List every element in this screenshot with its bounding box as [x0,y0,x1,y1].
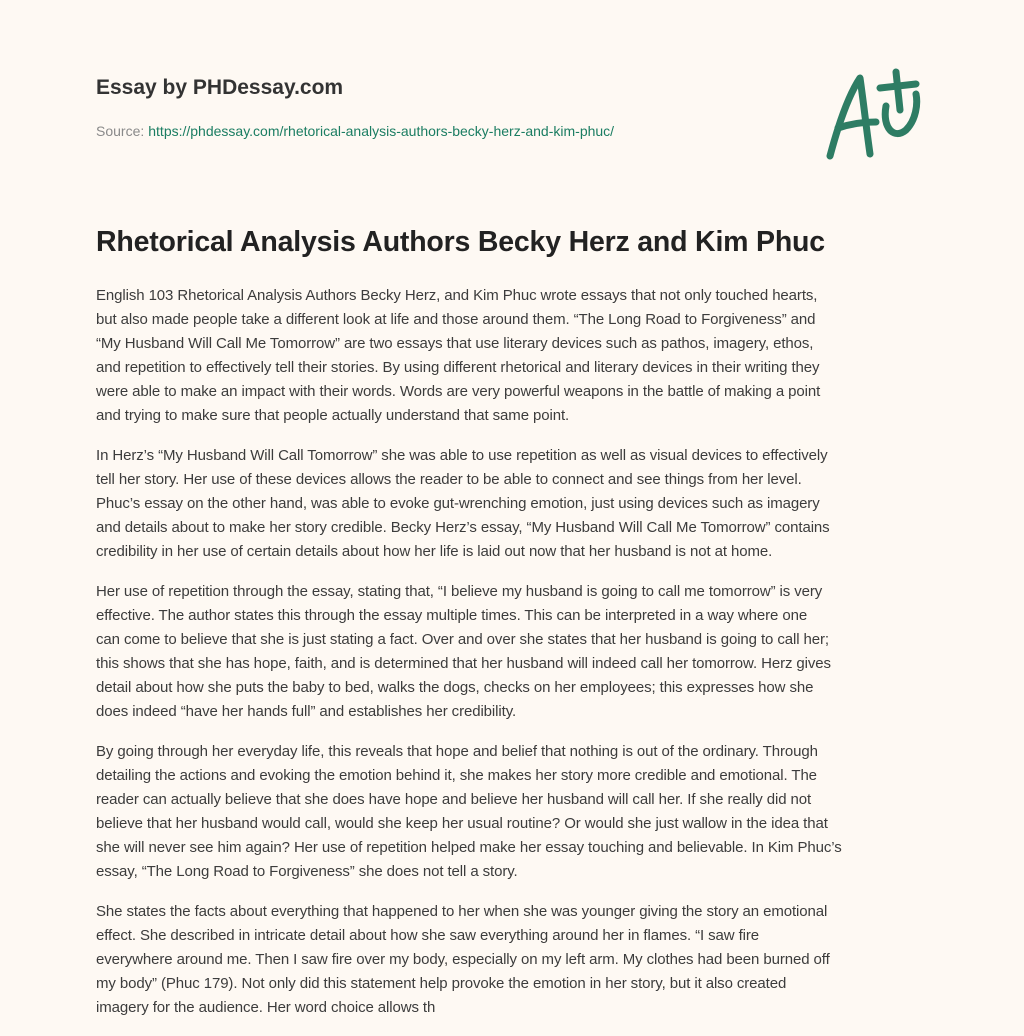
a-plus-logo-icon [820,66,930,166]
source-line [96,123,614,139]
paragraph-line: Phuc’s essay on the other hand, was able to evoke gut-wrenching emotion, just using devices such as imagery [96,495,820,512]
paragraph-line: and details about to make her story credible. Becky Herz’s essay, “My Husband Will Call Me Tomorrow” contains [96,519,830,536]
essay-paragraph [96,900,946,1020]
paragraph-line: effect. She described in intricate detail about how she saw everything around her in flames. “I saw fire [96,927,760,944]
paragraph-line: tell her story. Her use of these devices allows the reader to be able to connect and see things from her level. [96,471,802,488]
paragraph-line: but also made people take a different look at life and those around them. “The Long Road to Forgiveness” and [96,311,816,328]
site-brand: Essay by PHDessay.com [96,76,344,99]
paragraph-line: my body” (Phuc 179). Not only did this statement help provoke the emotion in her story, but it also created [96,975,787,992]
essay-paragraph [96,284,946,428]
paragraph-line: this shows that she has hope, faith, and is determined that her husband will indeed call her tomorrow. Herz gives [96,655,831,672]
paragraph-line: English 103 Rhetorical Analysis Authors Becky Herz, and Kim Phuc wrote essays that not only touched hearts, [96,287,818,304]
essay-paragraph [96,740,946,884]
paragraph-line: detail about how she puts the baby to bed, walks the dogs, checks on her employees; this expresses how she [96,679,814,696]
paragraph-line: can come to believe that she is just stating a fact. Over and over she states that her husband is going to call her; [96,631,829,648]
source-label: Source: [96,123,145,139]
source-link[interactable]: https://phdessay.com/rhetorical-analysis-authors-becky-herz-and-kim-phuc/ [148,123,615,139]
paragraph-line: Her use of repetition through the essay, stating that, “I believe my husband is going to call me tomorrow” is very [96,583,823,600]
paragraph-line: “My Husband Will Call Me Tomorrow” are two essays that use literary devices such as pathos, imagery, ethos, [96,335,814,352]
paragraph-line: and trying to make sure that people actually understand that same point. [96,407,570,424]
paragraph-line: were able to make an impact with their words. Words are very powerful weapons in the battle of making a point [96,383,821,400]
paragraph-line: detailing the actions and evoking the emotion behind it, she makes her story more credible and emotional. The [96,767,817,784]
paragraph-line: reader can actually believe that she does have hope and believe her husband will call her. If she really did not [96,791,812,808]
paragraph-line: She states the facts about everything that happened to her when she was younger giving the story an emotional [96,903,828,920]
paragraph-line: imagery for the audience. Her word choice allows th [96,999,436,1016]
paragraph-line: believe that her husband would call, would she keep her usual routine? Or would she just wallow in the idea that [96,815,828,832]
paragraph-line: and repetition to effectively tell their stories. By using different rhetorical and literary devices in their writing they [96,359,820,376]
essay-title: Rhetorical Analysis Authors Becky Herz and Kim Phuc [96,226,825,258]
essay-paragraph [96,580,946,724]
paragraph-line: credibility in her use of certain details about how her life is laid out now that her husband is not at home. [96,543,773,560]
paragraph-line: By going through her everyday life, this reveals that hope and belief that nothing is out of the ordinary. Through [96,743,818,760]
paragraph-line: In Herz’s “My Husband Will Call Tomorrow” she was able to use repetition as well as visual devices to effectively [96,447,828,464]
essay-body [96,284,946,1036]
paragraph-line: effective. The author states this through the essay multiple times. This can be interpreted in a way where one [96,607,808,624]
paragraph-line: essay, “The Long Road to Forgiveness” she does not tell a story. [96,863,518,880]
paragraph-line: does indeed “have her hands full” and establishes her credibility. [96,703,517,720]
paragraph-line: everywhere around me. Then I saw fire over my body, especially on my left arm. My clothes had been burned off [96,951,830,968]
paragraph-line: she will never see him again? Her use of repetition helped make her essay touching and believable. In Kim Phuc’s [96,839,842,856]
essay-paragraph [96,444,946,564]
